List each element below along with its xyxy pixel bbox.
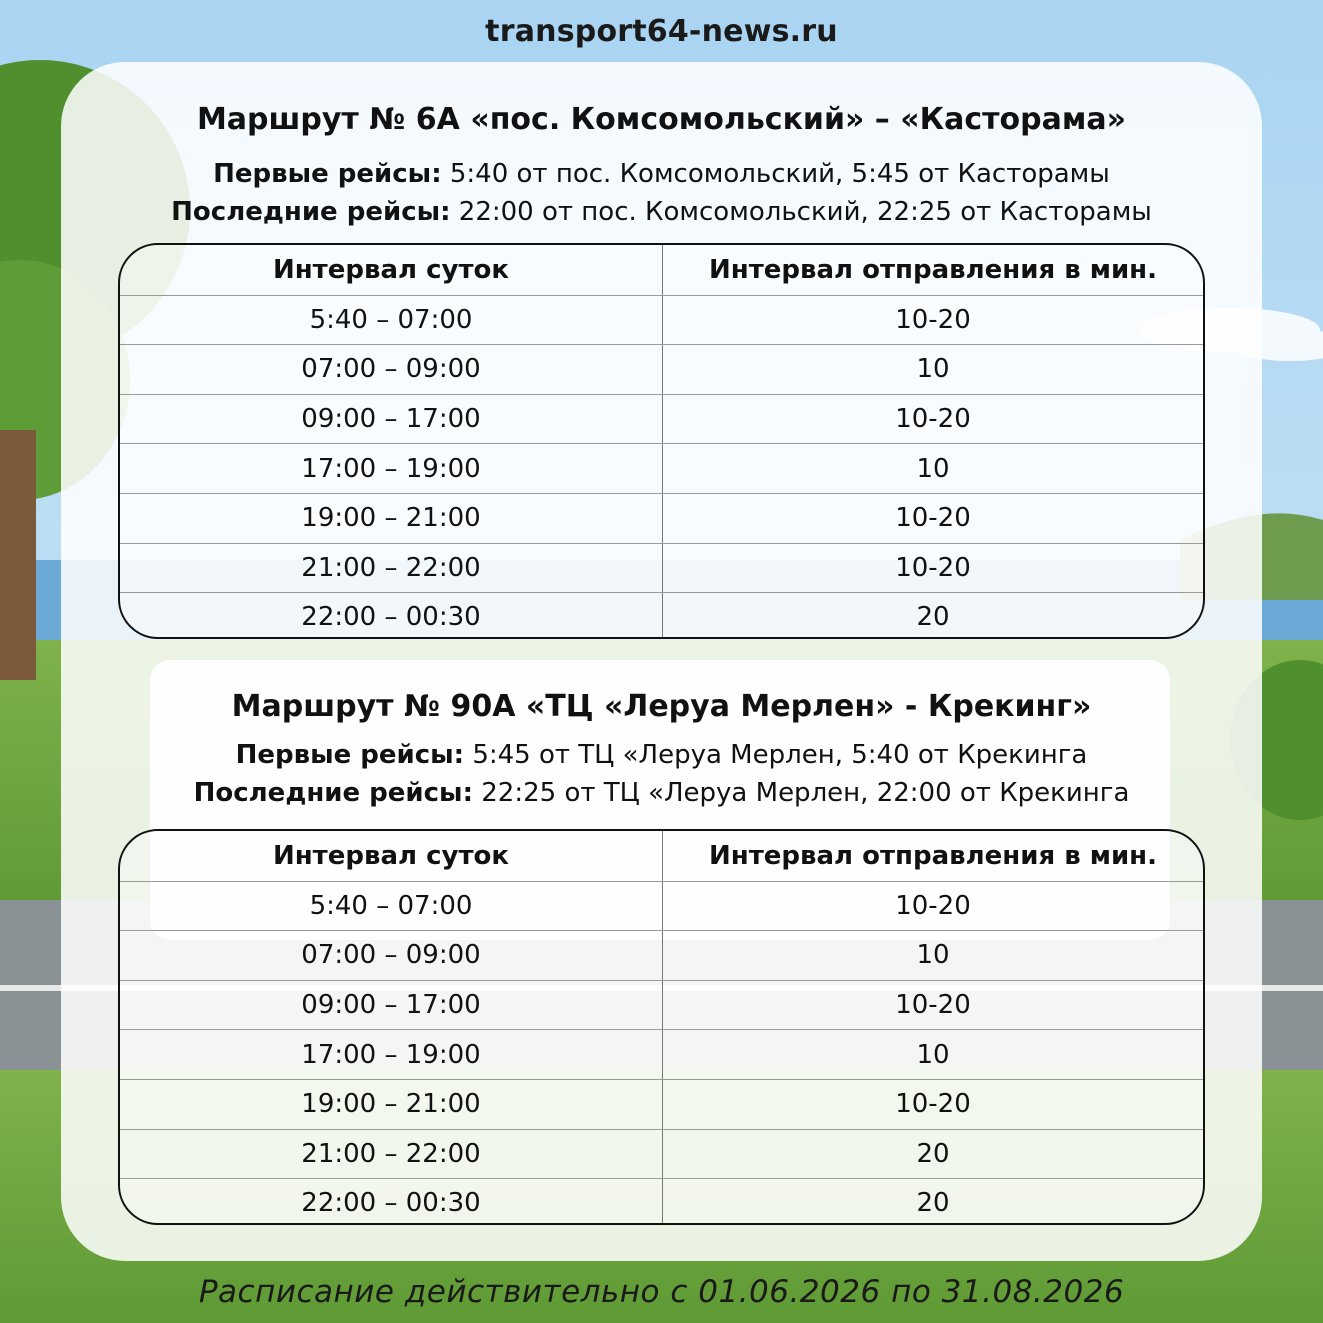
first-trips-text: 5:40 от пос. Комсомольский, 5:45 от Касторамы	[441, 159, 1110, 189]
departure-interval-cell: 10	[916, 940, 950, 971]
last-trips-label: Последние рейсы:	[193, 778, 473, 808]
time-interval-cell: 22:00 – 00:30	[120, 1179, 663, 1225]
departure-interval-cell: 10-20	[895, 990, 971, 1021]
route-title: Маршрут № 90А «ТЦ «Леруа Мерлен» - Крекинг»	[231, 689, 1092, 724]
departure-interval-cell: 20	[916, 602, 950, 633]
departure-interval-cell: 10-20	[895, 890, 971, 921]
departure-interval-cell: 10	[916, 453, 950, 484]
table-row	[120, 493, 1203, 543]
time-interval-cell: 07:00 – 09:00	[120, 345, 663, 394]
table-row	[120, 881, 1203, 931]
time-interval-cell: 09:00 – 17:00	[120, 981, 663, 1030]
time-interval-cell: 19:00 – 21:00	[120, 494, 663, 543]
departure-interval-cell: 10	[916, 1039, 950, 1070]
departure-interval-cell: 10-20	[895, 304, 971, 335]
time-interval-cell: 09:00 – 17:00	[120, 395, 663, 444]
last-trips-text: 22:00 от пос. Комсомольский, 22:25 от Касторамы	[450, 197, 1152, 227]
last-trips	[0, 778, 1323, 808]
first-trips-label: Первые рейсы:	[235, 740, 465, 770]
time-interval-cell: 22:00 – 00:30	[120, 593, 663, 639]
time-interval-cell: 07:00 – 09:00	[120, 931, 663, 980]
time-interval-cell: 5:40 – 07:00	[120, 296, 663, 345]
header-time-interval: Интервал суток	[120, 245, 663, 295]
first-trips-label: Первые рейсы:	[213, 159, 442, 189]
time-interval-cell: 21:00 – 22:00	[120, 544, 663, 593]
time-interval-cell: 5:40 – 07:00	[120, 882, 663, 931]
last-trips-label: Последние рейсы:	[171, 197, 451, 227]
header-departure-interval: Интервал отправления в мин.	[708, 254, 1158, 285]
departure-interval-cell: 10	[916, 354, 950, 385]
last-trips	[0, 197, 1323, 227]
table-row	[120, 592, 1203, 639]
site-url: transport64-news.ru	[485, 14, 838, 49]
table-header-row	[120, 245, 1203, 295]
table-row	[120, 344, 1203, 394]
first-trips	[0, 159, 1323, 189]
table-header-row	[120, 831, 1203, 881]
table-row	[120, 1178, 1203, 1225]
departure-interval-cell: 10-20	[895, 552, 971, 583]
departure-interval-cell: 20	[916, 1138, 950, 1169]
time-interval-cell: 21:00 – 22:00	[120, 1130, 663, 1179]
departure-interval-cell: 10-20	[895, 404, 971, 435]
table-row	[120, 394, 1203, 444]
route-title: Маршрут № 6А «пос. Комсомольский» – «Касторама»	[196, 102, 1127, 137]
table-row	[120, 443, 1203, 493]
header-time-interval: Интервал суток	[120, 831, 663, 881]
time-interval-cell: 17:00 – 19:00	[120, 444, 663, 493]
table-row	[120, 1129, 1203, 1179]
header-departure-interval: Интервал отправления в мин.	[708, 840, 1158, 871]
table-row	[120, 1029, 1203, 1079]
departure-interval-cell: 10-20	[895, 1089, 971, 1120]
first-trips-text: 5:45 от ТЦ «Леруа Мерлен, 5:40 от Крекинга	[464, 740, 1088, 770]
schedule-table	[118, 829, 1205, 1225]
table-row	[120, 980, 1203, 1030]
table-row	[120, 1079, 1203, 1129]
table-row	[120, 930, 1203, 980]
table-row	[120, 295, 1203, 345]
time-interval-cell: 19:00 – 21:00	[120, 1080, 663, 1129]
table-row	[120, 543, 1203, 593]
time-interval-cell: 17:00 – 19:00	[120, 1030, 663, 1079]
first-trips	[0, 740, 1323, 770]
last-trips-text: 22:25 от ТЦ «Леруа Мерлен, 22:00 от Крекинга	[472, 778, 1130, 808]
departure-interval-cell: 10-20	[895, 503, 971, 534]
validity-note: Расписание действительно с 01.06.2026 по 31.08.2026	[198, 1274, 1125, 1310]
schedule-table	[118, 243, 1205, 639]
departure-interval-cell: 20	[916, 1188, 950, 1219]
